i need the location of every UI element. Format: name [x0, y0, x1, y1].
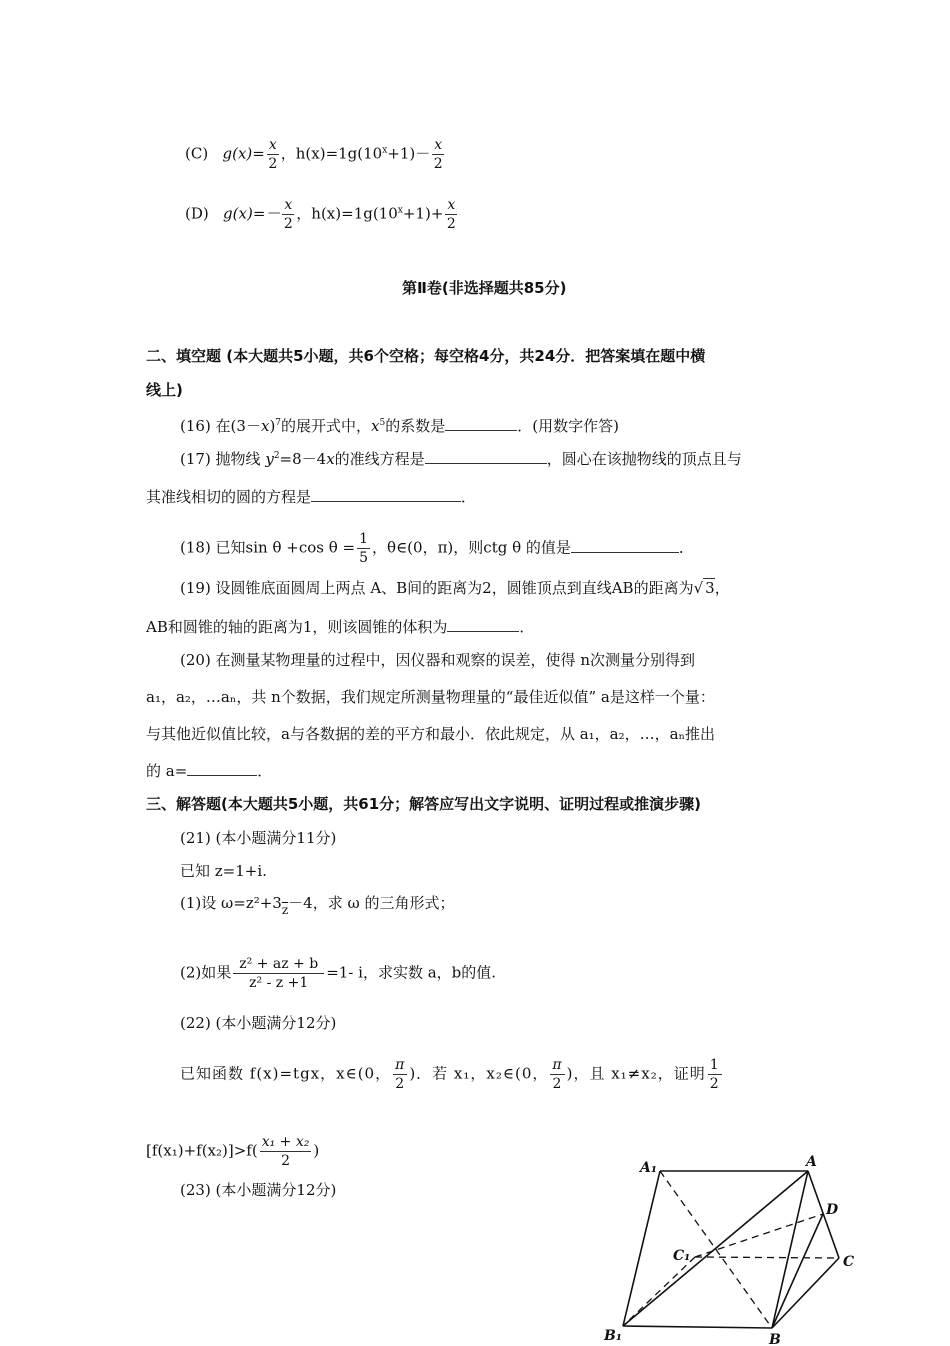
numerator: π [552, 1057, 563, 1073]
question-20-line2: a₁，a₂，…aₙ，共 n个数据，我们规定所测量物理量的“最佳近似值” a是这样一个量： [146, 688, 715, 706]
numerator: z² + az + b [233, 955, 324, 974]
math: +1)－ [387, 144, 431, 163]
math: ，h(x)=1g(10 [296, 204, 398, 223]
numerator: x [447, 197, 456, 213]
text: ．(用数字作答) [517, 417, 619, 435]
superscript: 5 [379, 418, 386, 428]
text: 其准线相切的圆的方程是 [146, 488, 312, 506]
edge-c-b [772, 1258, 839, 1328]
denominator: 2 [433, 156, 443, 172]
label-c1: C₁ [673, 1248, 691, 1264]
text: (16) 在(3－ [180, 417, 261, 435]
text: )，且 x₁≠x₂，证明 [566, 1064, 706, 1083]
question-22-title: (22) (本小题满分12分) [180, 1014, 337, 1032]
question-21-title: (21) (本小题满分11分) [180, 829, 337, 847]
text: =8－4 [279, 450, 327, 468]
denominator: 2 [395, 1076, 406, 1092]
text: －4，求 ω 的三角形式； [288, 894, 455, 912]
text: (2)如果 [180, 963, 232, 982]
numerator: x [434, 137, 443, 153]
math: +1)+ [402, 204, 444, 223]
text: ) [313, 1141, 320, 1160]
superscript: x [382, 145, 388, 156]
edge-c1-c [695, 1257, 839, 1258]
math: x [371, 417, 380, 435]
text: 的准线方程是 [334, 450, 425, 468]
denominator: 2 [709, 1076, 720, 1092]
label-d: D [826, 1202, 839, 1218]
text: (18) 已知sin θ +cos θ = [180, 538, 356, 557]
question-19: (19) 设圆锥底面圆周上两点 A、B间的距离为2，圆锥顶点到直线AB的距离为√ 3， [180, 579, 730, 597]
edge-b1-b [623, 1326, 772, 1328]
text: ． [257, 762, 273, 780]
text: )．若 x₁，x₂∈(0， [409, 1064, 549, 1083]
label-b: B [769, 1332, 781, 1346]
numerator: 1 [359, 531, 369, 547]
z-conjugate: z [281, 903, 289, 917]
text: 已知函数 f(x)=tgx，x∈(0， [180, 1064, 392, 1083]
edge-c1-b1 [623, 1257, 695, 1326]
edge-d-b [772, 1214, 823, 1328]
text: ， [714, 579, 730, 597]
numerator: x [268, 137, 277, 153]
numerator: x [284, 197, 293, 213]
question-21-given: 已知 z=1+i. [180, 862, 267, 880]
math: y [265, 450, 274, 468]
denominator: z² - z +1 [249, 975, 309, 991]
text: ． [678, 538, 694, 557]
text: 的 a= [146, 762, 188, 780]
superscript: 7 [275, 418, 282, 428]
numerator: 1 [709, 1057, 720, 1073]
text: AB和圆锥的轴的距离为1，则该圆锥的体积为 [146, 618, 448, 636]
text: ． [519, 618, 535, 636]
denominator: 2 [281, 1153, 290, 1169]
text: (17) 抛物线 [180, 450, 266, 468]
question-20-line3: 与其他近似值比较，a与各数据的差的平方和最小．依此规定，从 a₁，a₂，…，aₙ推出 [146, 725, 716, 743]
text: 的系数是 [385, 417, 446, 435]
denominator: 2 [446, 216, 456, 232]
label-c: C [843, 1254, 855, 1270]
denominator: 2 [552, 1076, 563, 1092]
section2-header-cont: 线上) [146, 381, 183, 399]
edge-a-b [772, 1171, 808, 1328]
text: 的展开式中， [281, 417, 372, 435]
label-a: A [806, 1154, 817, 1170]
math: x [260, 417, 270, 435]
section2-header: 二、填空题 (本大题共5小题，共6个空格；每空格4分，共24分．把答案填在题中横 [146, 347, 706, 365]
math: x [326, 450, 335, 468]
edge-a1-b1 [623, 1171, 660, 1326]
superscript: x [397, 205, 403, 216]
question-23-title: (23) (本小题满分12分) [180, 1181, 337, 1199]
edge-b1-a [623, 1171, 808, 1326]
option-label: (C) [185, 144, 209, 163]
superscript: 2 [273, 451, 280, 461]
math: g(x)= [222, 144, 265, 163]
part2-title: 第Ⅱ卷(非选择题共85分) [402, 279, 567, 297]
text: (1)设 ω=z²+3 [180, 894, 282, 912]
text: =1- i [326, 963, 363, 982]
question-20: (20) 在测量某物理量的过程中，因仪器和观察的误差，使得 n次测量分别得到 [180, 651, 695, 669]
text: [f(x₁)+f(x₂)]>f( [146, 1141, 258, 1160]
sqrt-radicand: 3 [705, 579, 715, 597]
text: ，求实数 a，b的值. [362, 963, 497, 982]
math: g(x)=－ [223, 204, 281, 223]
label-a1: A₁ [640, 1160, 657, 1176]
section3-header: 三、解答题(本大题共5小题，共61分；解答应写出文字说明、证明过程或推演步骤) [146, 795, 702, 813]
text: ，θ∈(0，π)，则ctg θ 的值是 [372, 538, 571, 557]
label-b1: B₁ [604, 1328, 622, 1344]
math: ，h(x)=1g(10 [280, 144, 383, 163]
denominator: 5 [359, 550, 369, 566]
numerator: π [395, 1057, 406, 1073]
denominator: 2 [268, 156, 278, 172]
option-label: (D) [185, 204, 209, 223]
text: (19) 设圆锥底面圆周上两点 A、B间的距离为2，圆锥顶点到直线AB的距离为 [180, 579, 694, 597]
numerator: x₁ + x₂ [261, 1134, 310, 1150]
text: ． [461, 488, 477, 506]
text: ，圆心在该抛物线的顶点且与 [546, 450, 742, 468]
denominator: 2 [283, 216, 293, 232]
text: ) [269, 417, 276, 435]
